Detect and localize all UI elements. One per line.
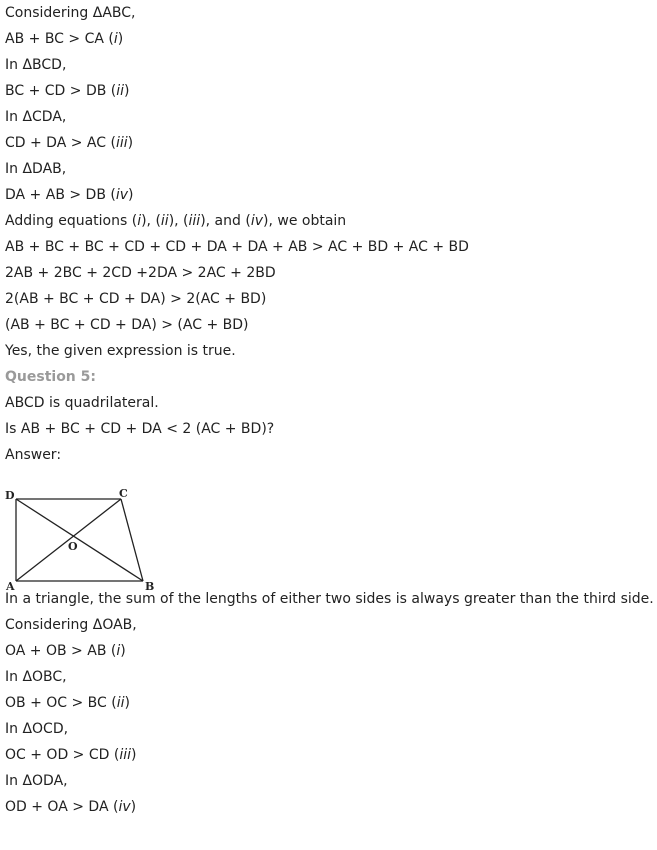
text-segment: Considering ΔOAB, [5,617,137,633]
equation-line [5,208,657,234]
equation-line [5,234,657,260]
text-segment: 2(AB + BC + CD + DA) > 2(AC + BD) [5,291,267,307]
text-segment: ) [120,643,126,659]
equation-number: iv [250,213,263,229]
answer-label: Answer: [5,447,62,463]
text-segment: 2AB + 2BC + 2CD +2DA > 2AC + 2BD [5,265,276,281]
text-segment: OC + OD > CD ( [5,747,120,763]
text-segment: CD + DA > AC ( [5,135,116,151]
text-segment: BC + CD > DB ( [5,83,117,99]
equation-line [5,768,657,794]
text-segment: ) [127,135,134,151]
text-segment: OB + OC > BC ( [5,695,117,711]
text-segment: In ΔODA, [5,773,68,789]
equation-number: ii [116,83,125,99]
triangle-inequality-statement: In a triangle, the sum of the lengths of either two sides is always greater than the third side. [5,591,654,607]
quadrilateral-figure [5,468,657,593]
text-segment: AB + BC + BC + CD + CD + DA + DA + AB > AC + BD + AC + BD [5,239,469,255]
text-segment: ) [124,83,130,99]
text-segment: AB + BC > CA ( [5,31,114,47]
equation-line [5,26,657,52]
equation-line [5,286,657,312]
text-segment: In ΔOBC, [5,669,67,685]
question-text-line: Is AB + BC + CD + DA < 2 (AC + BD)? [5,421,275,437]
equation-line [5,716,657,742]
vertex-label-b: B [145,580,155,593]
equation-number: iii [188,213,201,229]
equation-number: iv [118,799,131,815]
equation-line [5,260,657,286]
solution-part-2 [5,612,657,820]
equation-number: ii [116,695,125,711]
equation-number: iv [115,187,129,203]
text-segment: Adding equations ( [5,213,138,229]
equation-line [5,104,657,130]
equation-line [5,664,657,690]
equation-line [5,338,657,364]
equation-line [5,130,657,156]
vertex-label-d: D [5,489,15,502]
text-segment: In ΔBCD, [5,57,67,73]
equation-line [5,52,657,78]
equation-number: i [116,643,121,659]
equation-line [5,794,657,820]
text-segment: ), ( [141,213,161,229]
text-segment: DA + AB > DB ( [5,187,116,203]
text-segment: ), ( [168,213,189,229]
question-heading: Question 5: [5,369,96,385]
question-text-line: ABCD is quadrilateral. [5,395,159,411]
text-segment: ) [124,695,130,711]
text-segment: Considering ΔABC, [5,5,136,21]
text-segment: ), and ( [200,213,251,229]
text-segment: (AB + BC + CD + DA) > (AC + BD) [5,317,249,333]
text-segment: Yes, the given expression is true. [5,343,236,359]
vertex-label-c: C [119,487,128,500]
text-segment: ) [128,187,134,203]
quadrilateral-diagram [5,468,165,593]
equation-number: iii [119,747,131,763]
text-segment: In ΔCDA, [5,109,67,125]
vertex-label-a: A [6,580,15,593]
text-segment: In ΔDAB, [5,161,67,177]
equation-number: i [137,213,142,229]
text-segment: ) [131,747,137,763]
equation-line [5,638,657,664]
equation-line [5,156,657,182]
equation-number: iii [115,135,128,151]
equation-line [5,312,657,338]
equation-line [5,0,657,26]
equation-number: ii [160,213,169,229]
text-segment: In ΔOCD, [5,721,69,737]
equation-line [5,612,657,638]
solution-part-1 [5,0,657,364]
intersection-label-o: O [68,540,78,553]
text-segment: OD + OA > DA ( [5,799,119,815]
text-segment: ) [117,31,124,47]
equation-line [5,78,657,104]
text-segment: ), we obtain [263,213,347,229]
text-segment: OA + OB > AB ( [5,643,117,659]
equation-line [5,742,657,768]
equation-number: i [113,31,118,47]
text-segment: ) [130,799,137,815]
equation-line [5,690,657,716]
equation-line [5,182,657,208]
